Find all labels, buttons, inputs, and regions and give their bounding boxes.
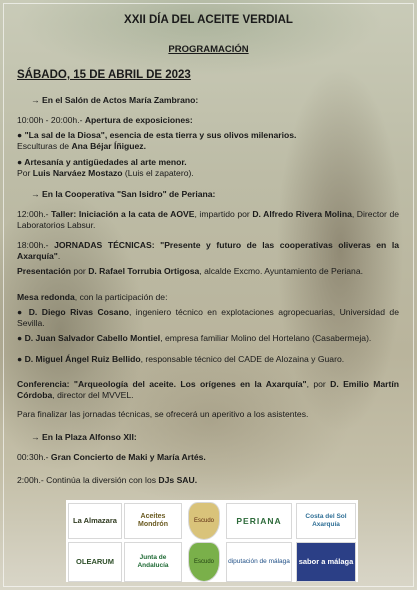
olearum-logo: OLEARUM bbox=[68, 542, 122, 582]
presentation-line: Presentación por D. Rafael Torrubia Ortigosa, alcalde Excmo. Ayuntamiento de Periana. bbox=[17, 266, 363, 276]
participant-2: ● D. Juan Salvador Cabello Montiel, empresa familiar Molino del Hortelano (Casabermeja). bbox=[17, 333, 372, 343]
exhibition-item-2-title: ● Artesanía y antigüedades al arte menor. bbox=[17, 157, 187, 167]
participant-3: ● D. Miguel Ángel Ruiz Bellido, responsable técnico del CADE de Alozaina y Guaro. bbox=[17, 354, 345, 364]
municipal-shield-logo: Escudo bbox=[188, 542, 220, 582]
technical-sessions: 18:00h.- JORNADAS TÉCNICAS: "Presente y futuro de las cooperativas oliveras en la Axarquía". bbox=[17, 240, 399, 261]
costa-del-sol-logo: Costa del Sol Axarquía bbox=[296, 503, 356, 539]
la-almazara-logo: La Almazara bbox=[68, 503, 122, 539]
participant-1: ● D. Diego Rivas Cosano, ingeniero técnico en explotaciones agropecuarias, Universidad de Sevilla. bbox=[17, 307, 399, 328]
dj-line: 2:00h.- Continúa la diversión con los DJs SAU. bbox=[17, 475, 198, 485]
event-date: SÁBADO, 15 DE ABRIL DE 2023 bbox=[17, 69, 191, 81]
diputacion-malaga-logo: diputación de málaga bbox=[226, 542, 292, 582]
sponsor-logos bbox=[66, 500, 358, 582]
coat-of-arms-logo: Escudo bbox=[188, 502, 220, 540]
poster-subtitle: PROGRAMACIÓN bbox=[168, 44, 249, 55]
poster-title: XXII DÍA DEL ACEITE VERDIAL bbox=[124, 14, 293, 26]
exhibition-item-1-text: Esculturas de Ana Béjar Íñiguez. bbox=[17, 141, 146, 151]
exhibitions-line: 10:00h - 20:00h.- Apertura de exposiciones: bbox=[17, 115, 193, 125]
sabor-a-malaga-logo: sabor a málaga bbox=[296, 542, 356, 582]
round-table-line: Mesa redonda, con la participación de: bbox=[17, 292, 168, 302]
closing-aperitif: Para finalizar las jornadas técnicas, se ofrecerá un aperitivo a los asistentes. bbox=[17, 409, 309, 419]
conference-line: Conferencia: "Arqueología del aceite. Los orígenes en la Axarquía", por D. Emilio Martín Córdoba, director del MVVEL. bbox=[17, 379, 399, 400]
tasting-workshop: 12:00h.- Taller: Iniciación a la cata de AOVE, impartido por D. Alfredo Rivera Molina, Director de Laboratorios Labsur. bbox=[17, 209, 400, 230]
junta-de-andalucia-logo: Junta de Andalucía bbox=[124, 542, 182, 582]
coop-header: → En la Cooperativa "San Isidro" de Periana: bbox=[31, 189, 216, 199]
periana-logo: PERIANA bbox=[226, 503, 292, 539]
concert-line: 00:30h.- Gran Concierto de Maki y María Artés. bbox=[17, 452, 206, 462]
plaza-header: → En la Plaza Alfonso XII: bbox=[31, 432, 137, 442]
salon-header: → En el Salón de Actos María Zambrano: bbox=[31, 95, 199, 105]
exhibition-item-2-text: Por Luis Narváez Mostazo (Luis el zapatero). bbox=[17, 168, 194, 178]
aceites-mondron-logo: Aceites Mondrón bbox=[124, 503, 182, 539]
exhibition-item-1-title: ● "La sal de la Diosa", esencia de esta tierra y sus olivos milenarios. bbox=[17, 130, 297, 140]
